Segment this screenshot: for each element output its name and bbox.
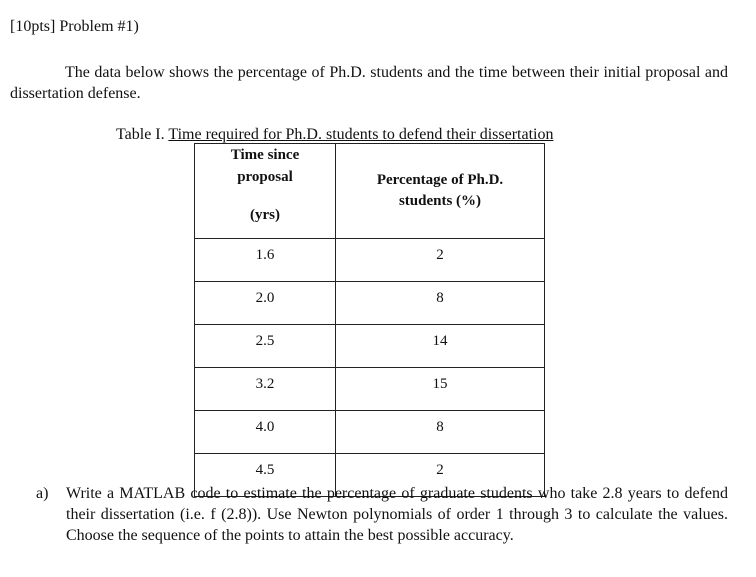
cell-time: 2.5	[195, 325, 336, 368]
question-a-label: a)	[36, 485, 49, 502]
cell-pct: 2	[336, 454, 545, 497]
table-header-row	[195, 144, 545, 239]
cell-time: 3.2	[195, 368, 336, 411]
header-percentage	[336, 144, 545, 239]
header-pct-line1: Percentage of Ph.D.	[376, 172, 504, 188]
table-row	[195, 325, 545, 368]
header-time	[195, 144, 336, 239]
cell-pct: 14	[336, 325, 545, 368]
table-row	[195, 282, 545, 325]
table-row	[195, 239, 545, 282]
table-caption	[116, 124, 553, 145]
table-row	[195, 411, 545, 454]
caption-title: Time required for Ph.D. students to defend their dissertation	[168, 126, 554, 143]
data-table	[194, 143, 545, 497]
cell-pct: 8	[336, 282, 545, 325]
cell-time: 4.5	[195, 454, 336, 497]
cell-time: 2.0	[195, 282, 336, 325]
problem-header: [10pts] Problem #1)	[10, 18, 139, 35]
header-time-line1: Time since	[230, 147, 300, 163]
cell-time: 4.0	[195, 411, 336, 454]
header-pct-line2: students (%)	[398, 193, 482, 209]
header-time-unit: (yrs)	[250, 207, 280, 223]
header-time-line2: proposal	[237, 169, 293, 185]
cell-pct: 2	[336, 239, 545, 282]
table-row	[195, 368, 545, 411]
question-a	[36, 483, 728, 546]
cell-pct: 8	[336, 411, 545, 454]
intro-paragraph	[10, 62, 728, 104]
intro-text: The data below shows the percentage of Ph.D. students and the time between their initial proposal and dissertation defense.	[10, 64, 728, 102]
question-a-text: Write a MATLAB code to estimate the percentage of graduate students who take 2.8 years to defend their dissertation (i.e. f (2.8)). Use Newton polynomials of order 1 through 3 to calculate the values. Choose the sequence of the points to attain the best possible accuracy.	[66, 485, 728, 544]
cell-pct: 15	[336, 368, 545, 411]
caption-prefix: Table I.	[116, 126, 165, 143]
cell-time: 1.6	[195, 239, 336, 282]
